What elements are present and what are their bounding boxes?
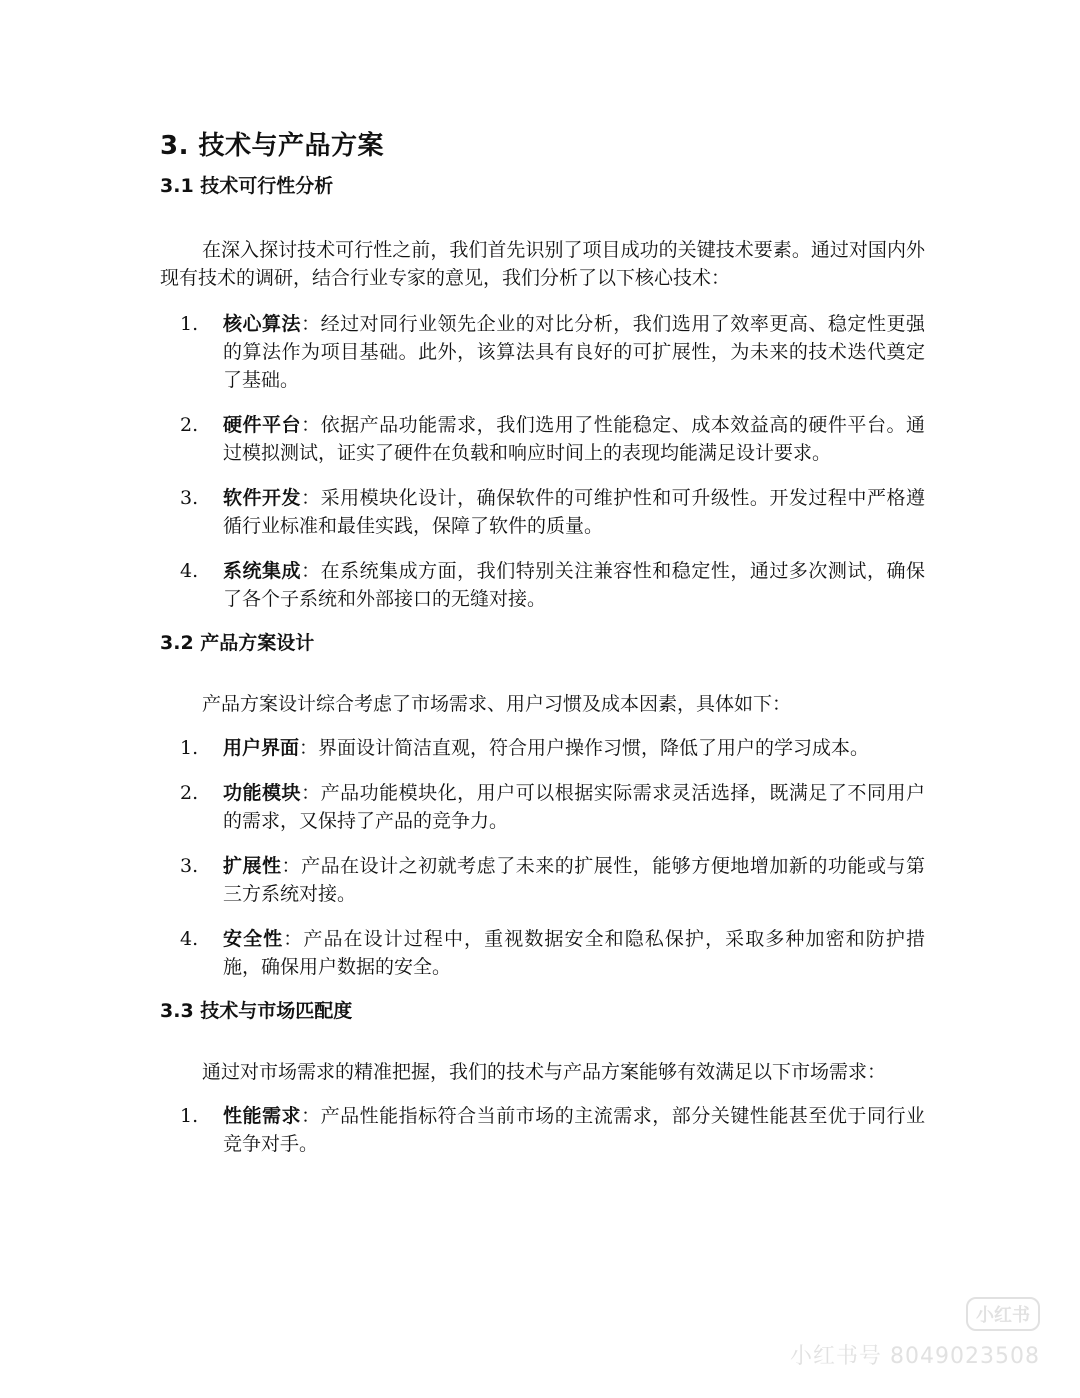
list-term: 用户界面 (223, 737, 300, 759)
list-term: 性能需求 (223, 1105, 302, 1127)
list-number: 1. (180, 1105, 199, 1127)
list-text: 依据产品功能需求，我们选用了性能稳定、成本效益高的硬件平台。通过模拟测试，证实了硬件在负载和响应时间上的表现均能满足设计要求。 (223, 414, 925, 464)
document-page (160, 128, 925, 1158)
list-term: 安全性 (223, 928, 284, 950)
watermark (790, 1297, 1040, 1370)
section-heading-3-1: 3.1 技术可行性分析 (160, 175, 334, 197)
list-number: 1. (180, 737, 199, 759)
list-item (160, 852, 925, 908)
list-text: 产品性能指标符合当前市场的主流需求，部分关键性能甚至优于同行业竞争对手。 (223, 1105, 925, 1155)
list-number: 3. (180, 487, 199, 509)
list-text: 产品功能模块化，用户可以根据实际需求灵活选择，既满足了不同用户的需求，又保持了产品的竞争力。 (223, 782, 925, 832)
list-number: 2. (180, 782, 199, 804)
list-separator: ： (301, 782, 321, 804)
list-text: 产品在设计过程中，重视数据安全和隐私保护，采取多种加密和防护措施，确保用户数据的安全。 (223, 928, 925, 978)
list-term: 硬件平台 (223, 414, 302, 436)
watermark-logo: 小红书 (966, 1297, 1040, 1331)
list-number: 2. (180, 414, 199, 436)
market-fit-list (160, 1102, 925, 1158)
list-item (160, 779, 925, 835)
list-separator: ： (301, 1105, 321, 1127)
section-intro-3-2: 产品方案设计综合考虑了市场需求、用户习惯及成本因素，具体如下： (202, 693, 792, 715)
product-design-list (160, 734, 925, 981)
list-number: 1. (180, 313, 199, 335)
section-intro-3-1: 在深入探讨技术可行性之前，我们首先识别了项目成功的关键技术要素。通过对国内外现有技术的调研，结合行业专家的意见，我们分析了以下核心技术： (160, 239, 925, 289)
list-item (160, 1102, 925, 1158)
technology-list (160, 310, 925, 613)
list-item (160, 310, 925, 394)
list-item (160, 484, 925, 540)
list-item (160, 925, 925, 981)
list-item (160, 411, 925, 467)
list-separator: ： (283, 928, 304, 950)
section-intro-3-3: 通过对市场需求的精准把握，我们的技术与产品方案能够有效满足以下市场需求： (202, 1061, 887, 1083)
list-separator: ： (301, 560, 321, 582)
list-separator: ： (301, 414, 321, 436)
list-term: 核心算法 (223, 313, 302, 335)
section-heading-3-3: 3.3 技术与市场匹配度 (160, 1000, 353, 1022)
watermark-id: 小红书号 8049023508 (790, 1344, 1040, 1369)
list-text: 采用模块化设计，确保软件的可维护性和可升级性。开发过程中严格遵循行业标准和最佳实践，保障了软件的质量。 (223, 487, 925, 537)
list-separator: ： (299, 737, 319, 759)
list-text: 界面设计简洁直观，符合用户操作习惯，降低了用户的学习成本。 (318, 737, 870, 759)
list-item (160, 734, 925, 762)
list-text: 在系统集成方面，我们特别关注兼容性和稳定性，通过多次测试，确保了各个子系统和外部接口的无缝对接。 (223, 560, 925, 610)
page-title: 3. 技术与产品方案 (160, 131, 385, 161)
list-number: 4. (180, 928, 199, 950)
list-term: 功能模块 (223, 782, 302, 804)
list-term: 系统集成 (223, 560, 302, 582)
list-term: 扩展性 (223, 855, 282, 877)
list-text: 产品在设计之初就考虑了未来的扩展性，能够方便地增加新的功能或与第三方系统对接。 (223, 855, 925, 905)
list-term: 软件开发 (223, 487, 302, 509)
section-heading-3-2: 3.2 产品方案设计 (160, 632, 315, 654)
list-item (160, 557, 925, 613)
list-separator: ： (301, 487, 321, 509)
list-text: 经过对同行业领先企业的对比分析，我们选用了效率更高、稳定性更强的算法作为项目基础。此外，该算法具有良好的可扩展性，为未来的技术迭代奠定了基础。 (223, 313, 925, 391)
list-number: 3. (180, 855, 199, 877)
list-separator: ： (301, 313, 321, 335)
list-number: 4. (180, 560, 199, 582)
list-separator: ： (281, 855, 302, 877)
